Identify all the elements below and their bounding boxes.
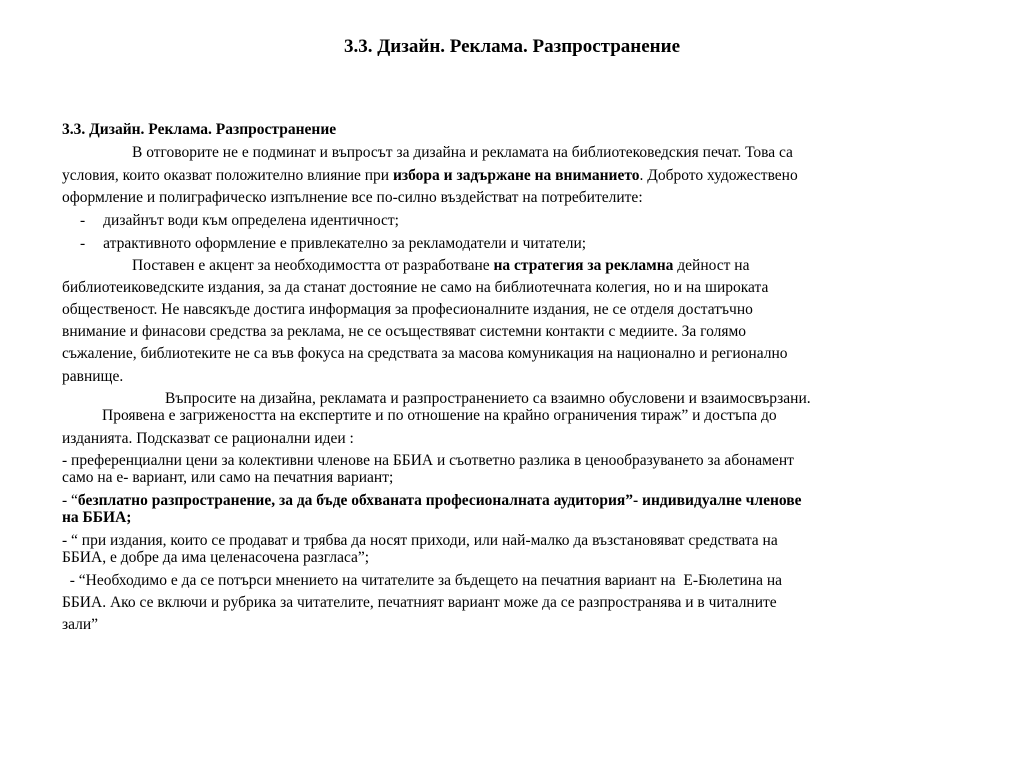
idea2-line2: на ББИА; [62,509,132,526]
bullet-text: дизайнът води към определена идентичност; [103,212,399,229]
paragraph2-line4: внимание и финасови средства за реклама, не се осъществяват системни контакти с медиите. За голямо [62,323,747,340]
idea2-line1 [62,492,802,510]
paragraph1-line1: В отговорите не е подминат и въпросът за дизайна и рекламата на библиотековедския печат. Това са [132,144,793,161]
bullet-marker: - [80,235,86,252]
paragraph2-line1 [132,257,749,275]
idea4-line2: ББИА. Ако се включи и рубрика за читателите, печатният вариант може да се разпространява и в читалните [62,594,777,611]
paragraph1-line2-bold: избора и задържане на вниманието [392,167,640,184]
paragraph2-line1-end: дейност на [673,257,750,274]
idea4-line1: - “Необходимо е да се потърси мнението на читателите за бъдещето на печатния вариант на Е-Бюлетина на [62,572,783,589]
idea2-prefix: - “ [62,492,78,509]
paragraph2-line3: общественост. Не навсякъде достига информация за професионалните издания, не се отделя достатъчно [62,301,753,318]
paragraph1-line2-end: . Доброто художествено [639,167,798,184]
bullet-marker: - [80,212,86,229]
paragraph3: Въпросите на дизайна, рекламата и разпространението са взаимно обусловени и взаимосвързани. [165,390,811,407]
paragraph2-line2: библиотеиковедските издания, за да станат достояние не само на библиотечната колегия, но и на широката [62,279,769,296]
idea1-line1: - преференциални цени за колективни членове на ББИА и съответно разлика в ценообразуването за абонамент [62,452,794,469]
section-heading: 3.3. Дизайн. Реклама. Разпространение [62,121,337,138]
paragraph2-line1-bold: на стратегия за рекламна [493,257,674,274]
bullet-2 [80,235,586,253]
paragraph1-line2 [62,167,798,185]
paragraph4-line1: Проявена е загрижеността на експертите и по отношение на крайно ограничения тираж” и достъпа до [102,407,777,424]
idea1-line2: само на е- вариант, или само на печатния вариант; [62,469,394,486]
paragraph2-line5: съжаление, библиотеките не са във фокуса на средствата за масова комуникация на национално и регионално [62,345,788,362]
paragraph2-line1-text: Поставен е акцент за необходимостта от разработване [132,257,494,274]
paragraph1-line3: оформление и полиграфическо изпълнение все по-силно въздействат на потребителите: [62,189,643,206]
idea2-line1-bold: безплатно разпространение, за да бъде обхваната професионалната аудитория”- индивидуалне членове [77,492,802,509]
bullet-text: атрактивното оформление е привлекателно за рекламодатели и читатели; [103,235,587,252]
bullet-1 [80,212,399,230]
slide-title: 3.3. Дизайн. Реклама. Разпространение [343,36,681,57]
paragraph4-line2: изданията. Подсказват се рационални идеи : [62,430,354,447]
idea3-line1: - “ при издания, които се продават и трябва да носят приходи, или най-малко да възстановяват средствата на [62,532,778,549]
idea4-line3: зали” [62,616,99,633]
paragraph1-line2-text: условия, които оказват положително влияние при [62,167,393,184]
idea3-line2: ББИА, е добре да има целенасочена разгласа”; [62,549,370,566]
paragraph2-line6: равнище. [62,368,124,385]
